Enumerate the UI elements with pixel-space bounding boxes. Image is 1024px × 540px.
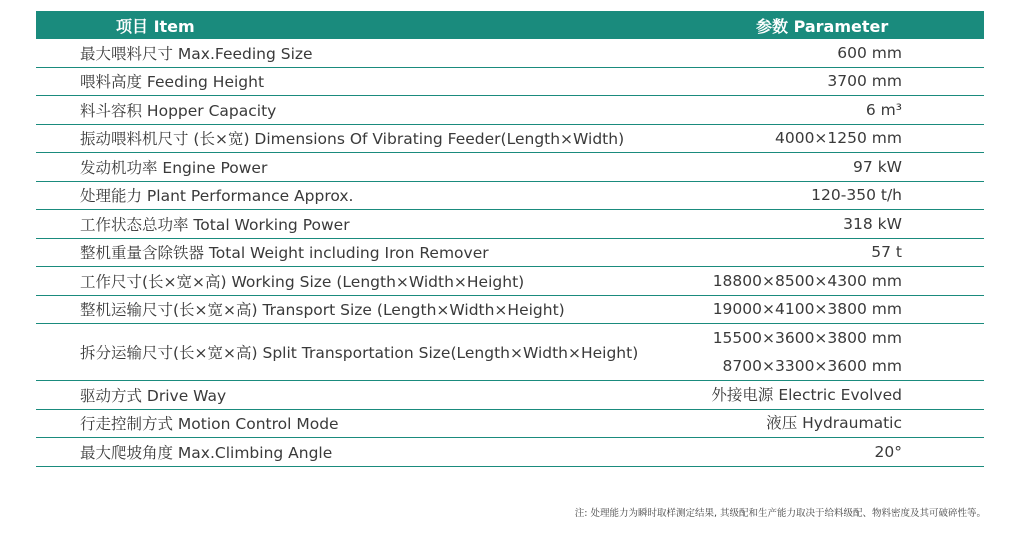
- row-value-line: 20°: [874, 442, 902, 461]
- table-row: [36, 210, 984, 239]
- table-row: [36, 39, 984, 68]
- row-value: [684, 438, 984, 466]
- table-row: [36, 381, 984, 410]
- table-row: [36, 153, 984, 182]
- table-row: [36, 182, 984, 211]
- row-value-line: 318 kW: [843, 214, 902, 233]
- row-value-line: 3700 mm: [827, 72, 902, 91]
- row-value-line: 15500×3600×3800 mm: [712, 329, 902, 347]
- table-row: [36, 296, 984, 325]
- table-row: [36, 125, 984, 154]
- row-value: [684, 295, 984, 323]
- row-item: 最大爬坡角度 Max.Climbing Angle: [80, 443, 333, 462]
- row-item: 最大喂料尺寸 Max.Feeding Size: [80, 44, 313, 63]
- row-item: 发动机功率 Engine Power: [80, 158, 268, 177]
- header-parameter: 参数 Parameter: [756, 16, 889, 36]
- row-item: 行走控制方式 Motion Control Mode: [80, 415, 339, 434]
- row-value-line: 8700×3300×3600 mm: [722, 357, 902, 375]
- table-row: [36, 239, 984, 268]
- row-value-line: 4000×1250 mm: [774, 129, 902, 148]
- table-row: [36, 410, 984, 439]
- row-value-line: 外接电源 Electric Evolved: [711, 385, 902, 404]
- row-item: 整机运输尺寸(长×宽×高) Transport Size (Length×Width×Height): [80, 301, 565, 320]
- table-row: [36, 267, 984, 296]
- row-value: [684, 381, 984, 409]
- row-item: 工作状态总功率 Total Working Power: [80, 215, 350, 234]
- row-value: [684, 324, 984, 380]
- row-value-line: 600 mm: [837, 43, 902, 62]
- row-value-line: 120-350 t/h: [811, 186, 902, 205]
- row-value: [684, 124, 984, 152]
- table-body: [36, 39, 984, 467]
- row-value-line: 19000×4100×3800 mm: [712, 300, 902, 319]
- table-row: [36, 68, 984, 97]
- row-value-line: 18800×8500×4300 mm: [712, 271, 902, 290]
- row-value: [684, 409, 984, 437]
- row-value: [684, 267, 984, 295]
- row-value: [684, 96, 984, 124]
- row-value: [684, 210, 984, 238]
- header-item: 项目 Item: [116, 16, 195, 36]
- table-row: [36, 324, 984, 381]
- row-value: [684, 181, 984, 209]
- row-value-line: 6 m³: [865, 100, 902, 119]
- footnote: 注: 处理能力为瞬时取样测定结果, 其级配和生产能力取决于给料级配、物料密度及其可破碎性等。: [574, 508, 986, 519]
- row-item: 振动喂料机尺寸 (长×宽) Dimensions Of Vibrating Feeder(Length×Width): [80, 130, 625, 149]
- row-value: [684, 67, 984, 95]
- row-value-line: 液压 Hydraumatic: [766, 414, 902, 433]
- row-item: 喂料高度 Feeding Height: [80, 73, 265, 92]
- table-row: [36, 96, 984, 125]
- row-item: 整机重量含除铁器 Total Weight including Iron Remover: [80, 244, 489, 263]
- row-value-line: 97 kW: [853, 157, 902, 176]
- spec-table: [36, 11, 984, 467]
- row-item: 处理能力 Plant Performance Approx.: [80, 187, 354, 206]
- row-item: 拆分运输尺寸(长×宽×高) Split Transportation Size(Length×Width×Height): [80, 344, 639, 362]
- row-item: 料斗容积 Hopper Capacity: [80, 101, 277, 120]
- row-item: 驱动方式 Drive Way: [80, 386, 227, 405]
- row-value: [684, 39, 984, 67]
- table-header: [36, 11, 984, 39]
- row-value-line: 57 t: [871, 243, 902, 262]
- row-value: [684, 153, 984, 181]
- row-value: [684, 238, 984, 266]
- table-row: [36, 438, 984, 467]
- row-item: 工作尺寸(长×宽×高) Working Size (Length×Width×Height): [80, 272, 525, 291]
